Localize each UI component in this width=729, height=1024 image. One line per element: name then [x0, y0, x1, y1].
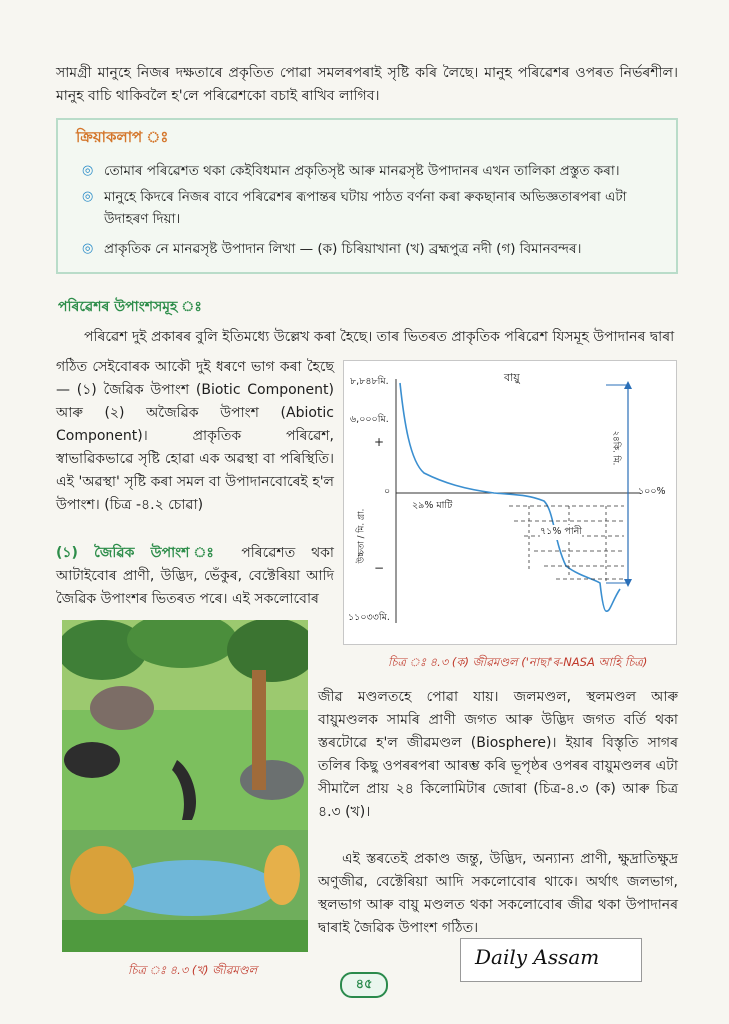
section-paragraph-top: পৰিৱেশ দুই প্ৰকাৰৰ বুলি ইতিমধ্যে উল্লেখ কৰা হৈছে। তাৰ ভিতৰত প্ৰাকৃতিক পৰিৱেশ যিসমূহ উপাদানৰ দ্বাৰা: [84, 329, 675, 345]
watermark-text: Daily Assam: [475, 945, 600, 969]
biotic-block: [56, 542, 334, 611]
biotic-paragraph: পৰিৱেশত থকা আটাইবোৰ প্ৰাণী, উদ্ভিদ, ভেঁকুৰ, বেক্টেৰিয়া আদি জৈৱিক উপাংশৰ ভিতৰত পৰে। এই সকলোবোৰ: [56, 545, 334, 607]
figure-b-caption: চিত্ৰ ঃ ৪.৩ (খ) জীৱমণ্ডল: [128, 963, 258, 977]
section-paragraph-left: গঠিত সেইবোৰক আকৌ দুই ধৰণে ভাগ কৰা হৈছে— (১) জৈৱিক উপাংশ (Biotic Component) আৰু (২) অজৈৱিক উপাংশ (Abiotic Component)। প্ৰাকৃতিক পৰিৱেশ, স্বাভাৱিকভাৱে সৃষ্টি হোৱা এক অৱস্থা বা পৰিস্থিতি। এই 'অৱস্থা' সৃষ্টি কৰা সমল বা উপাদানবোৰেই হ'ল উপাংশ। (চিত্ৰ -৪.২ চোৱা): [56, 359, 334, 513]
bullet-icon: ◎: [82, 163, 94, 178]
water-dashes: [509, 506, 624, 579]
deer-shape: [264, 845, 300, 905]
biosphere-paragraph-1: জীৱ মণ্ডলতহে পোৱা যায়। জলমণ্ডল, স্থলমণ্ডল আৰু বায়ুমণ্ডলক সামৰি প্ৰাণী জগত আৰু উদ্ভিদ জগত বৰ্তি থকা স্তৰটোৱে হ'ল জীৱমণ্ডল (Biosphere)। ইয়াৰ বিস্তৃতি সাগৰ তলিৰ কিছু ওপৰৰপৰা আৰম্ভ কৰি ভূপৃষ্ঠৰ ওপৰৰ বায়ুমণ্ডলৰ এটা সীমালৈ প্ৰায় ২৪ কিলোমিটাৰ জোৰা (চিত্ৰ-৪.৩ (ক) আৰু চিত্ৰ ৪.৩ (খ)।: [318, 689, 678, 820]
tree-trunk: [252, 670, 266, 790]
activity-item-text: মানুহে কিদৰে নিজৰ বাবে পৰিৱেশৰ ৰূপান্তৰ ঘটায় পাঠত বৰ্ণনা কৰা ৰুকছানাৰ অভিজ্ঞতাৰপৰা এটা উদাহৰণ দিয়া।: [104, 189, 627, 227]
activity-item: [82, 238, 666, 260]
bear-shape: [64, 742, 120, 778]
water-label: ৭১% পানী: [540, 525, 582, 540]
lion-shape: [70, 846, 134, 914]
activity-heading: ক্ৰিয়াকলাপ ঃ: [76, 128, 169, 146]
land-label: ২৯% মাটি: [412, 500, 453, 511]
y-axis-label: উচ্চতা / মি. গ্ৰা.: [356, 508, 367, 564]
bullet-icon: ◎: [82, 241, 94, 256]
rhino-shape: [240, 760, 304, 800]
activity-item-text: তোমাৰ পৰিৱেশত থকা কেইবিধমান প্ৰকৃতিসৃষ্ট আৰু মানৱসৃষ্ট উপাদানৰ এখন তালিকা প্ৰস্তুত কৰা।: [104, 163, 620, 179]
percent-100-label: ১০০%: [638, 486, 666, 497]
activity-box: [56, 118, 678, 274]
y-tick-6000: ৬,০০০মি.: [350, 414, 389, 425]
bullet-icon: ◎: [82, 189, 94, 204]
y-tick-zero: ০: [384, 486, 391, 497]
y-tick-bottom: ১১০৩৩মি.: [348, 612, 390, 623]
biotic-heading: (১) জৈৱিক উপাংশ ঃ: [56, 545, 226, 561]
air-label: বায়ু: [504, 371, 520, 384]
intro-paragraph: সামগ্ৰী মানুহে নিজৰ দক্ষতাৰে প্ৰকৃতিত পোৱা সমলৰপৰাই সৃষ্টি কৰি লৈছে। মানুহ পৰিৱেশৰ ওপৰত নিৰ্ভৰশীল। মানুহ বাচি থাকিবলৈ হ'লে পৰিৱেশকো বচাই ৰাখিব লাগিব।: [56, 65, 678, 104]
elephant-shape: [90, 686, 154, 730]
biosphere-diagram: [343, 360, 677, 645]
section-heading: পৰিৱেশৰ উপাংশসমূহ ঃ: [58, 299, 202, 315]
water-vertical-dashes: [529, 506, 606, 583]
biosphere-diagram-svg: [344, 361, 675, 643]
y-tick-top: ৮,৮৪৮মি.: [350, 376, 389, 387]
y-tick-plus: +: [374, 435, 385, 449]
biosphere-paragraph-2: এই স্তৰতেই প্ৰকাণ্ড জন্তু, উদ্ভিদ, অন্যান্য প্ৰাণী, ক্ষুদ্ৰাতিক্ষুদ্ৰ অণুজীৱ, বেক্টেৰিয়া আদি সকলোবোৰ থাকে। অৰ্থাৎ জলভাগ, স্থলভাগ আৰু বায়ু মণ্ডলত থকা সকলোবোৰ জীৱ থকা উপাদানৰ দ্বাৰাই জৈৱিক উপাংশ গঠিত।: [318, 851, 678, 936]
right-extent-label: ২৪কি. মি.: [610, 430, 621, 466]
figure-a-caption: চিত্ৰ ঃ ৪.৩ (ক) জীৱমণ্ডল ('নাছা'ৰ-NASA আহি চিত্ৰ): [388, 655, 648, 669]
watermark-box: [460, 938, 642, 982]
activity-item: [82, 160, 666, 182]
y-tick-minus: −: [374, 561, 385, 575]
biosphere-illustration: [62, 620, 308, 952]
page-number: ৪৫: [340, 972, 388, 998]
activity-item-text: প্ৰাকৃতিক নে মানৱসৃষ্ট উপাদান লিখা — (ক) চিৰিয়াখানা (খ) ব্ৰহ্মপুত্ৰ নদী (গ) বিমানবন্দৰ।: [104, 241, 582, 257]
hypsographic-curve: [400, 383, 620, 611]
activity-item: [82, 186, 666, 230]
